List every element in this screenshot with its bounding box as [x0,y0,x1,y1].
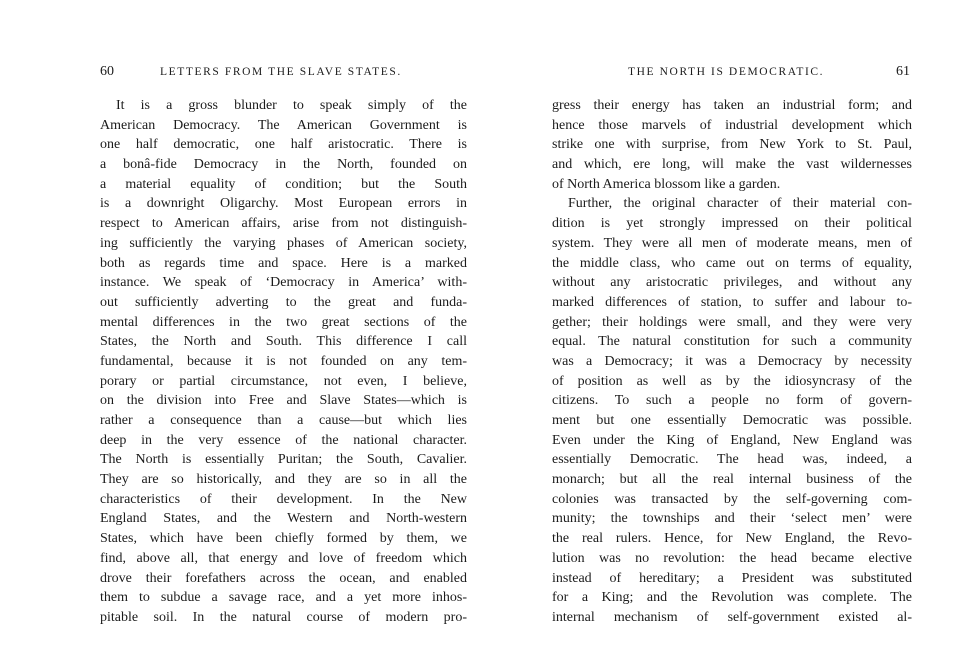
text-line: the real rulers. Hence, for New England, the Revo- [552,531,912,547]
page-number: 60 [100,64,114,79]
text-line: for a King; and the Revolution was complete. The [552,590,912,606]
text-line: rather a consequence than a cause—but which lies [100,413,467,428]
text-line: strike one with surprise, from New York to St. Paul, [552,137,912,153]
text-line: on the division into Free and Slave States—which is [100,393,467,409]
body-text [552,96,912,628]
text-line: without any aristocratic privileges, and without any [552,275,912,291]
text-line: instead of hereditary; a President was substituted [552,570,912,586]
text-line: gether; their holdings were small, and they were very [552,314,912,330]
text-line: States, which have been chiefly formed by them, we [100,531,467,547]
text-line: marked differences of station, to suffer and labour to- [552,294,912,310]
text-line: citizens. To such a people no form of govern- [552,393,912,409]
text-line: out sufficiently adverting to the great and funda- [100,294,467,310]
text-line: Further, the original character of their material con- [568,196,912,212]
text-line: a material equality of condition; but the South [100,176,467,192]
text-line: lution was no revolution: the head became elective [552,550,912,566]
text-line: one half democratic, one half aristocratic. There is [100,137,467,153]
text-line: respect to American affairs, arise from not distinguish- [100,216,467,232]
text-line: colonies was transacted by the self-governing com- [552,491,912,507]
text-line: England States, and the Western and North-western [100,511,467,527]
text-line: find, above all, that energy and love of freedom which [100,550,467,566]
text-line: munity; the townships and their ‘select men’ were [552,511,912,527]
text-line: dition is yet strongly impressed on their political [552,216,912,232]
page-number: 61 [896,64,910,79]
text-line: the middle class, who came out on terms of equality, [552,255,912,271]
text-line: deep in the very essence of the national character. [100,432,467,448]
text-line: mental differences in the two great sections of the [100,314,467,330]
text-line: internal mechanism of self-government existed al- [552,609,912,625]
text-line: American Democracy. The American Government is [100,117,467,133]
text-line: The North is essentially Puritan; the South, Cavalier. [100,452,467,468]
running-head: LETTERS FROM THE SLAVE STATES. [160,66,402,78]
text-line: Even under the King of England, New England was [552,432,912,448]
text-line: and which, ere long, will make the vast wildernesses [552,157,912,173]
text-line: monarch; but all the real internal business of the [552,472,912,488]
text-line: It is a gross blunder to speak simply of the [116,98,467,113]
text-line: ing sufficiently the varying phases of American society, [100,235,467,251]
text-line: States, the North and South. This difference I call [100,334,467,350]
text-line: both as regards time and space. Here is a marked [100,255,467,271]
text-line: is a downright Oligarchy. Most European errors in [100,196,467,212]
text-line: hence those marvels of industrial development which [552,117,912,133]
text-line: instance. We speak of ‘Democracy in America’ with- [100,275,467,291]
text-line: a bonâ-fide Democracy in the North, founded on [100,157,467,173]
running-head: THE NORTH IS DEMOCRATIC. [628,66,825,78]
text-line: drove their forefathers across the ocean, and enabled [100,570,467,586]
body-text [100,96,467,628]
text-line: pitable soil. In the natural course of modern pro- [100,609,467,625]
text-line: They are so historically, and they are so in all the [100,472,467,488]
text-line: fundamental, because it is not founded on any tem- [100,353,467,369]
text-line: gress their energy has taken an industrial form; and [552,98,912,113]
text-line: was a Democracy; it was a Democracy by necessity [552,353,912,369]
text-line: equal. The natural constitution for such a community [552,334,912,350]
text-line: porary or partial circumstance, not even, I believe, [100,373,467,389]
text-line: characteristics of their development. In the New [100,491,467,507]
text-line: of North America blossom like a garden. [552,176,781,192]
text-line: essentially Democratic. The head was, indeed, a [552,452,912,468]
text-line: system. They were all men of moderate means, men of [552,235,912,251]
text-line: of position as well as by the idiosyncrasy of the [552,373,912,389]
text-line: ment but one essentially Democratic was possible. [552,413,912,428]
text-line: them to subdue a savage race, and a yet more inhos- [100,590,467,606]
right-page [490,0,980,668]
